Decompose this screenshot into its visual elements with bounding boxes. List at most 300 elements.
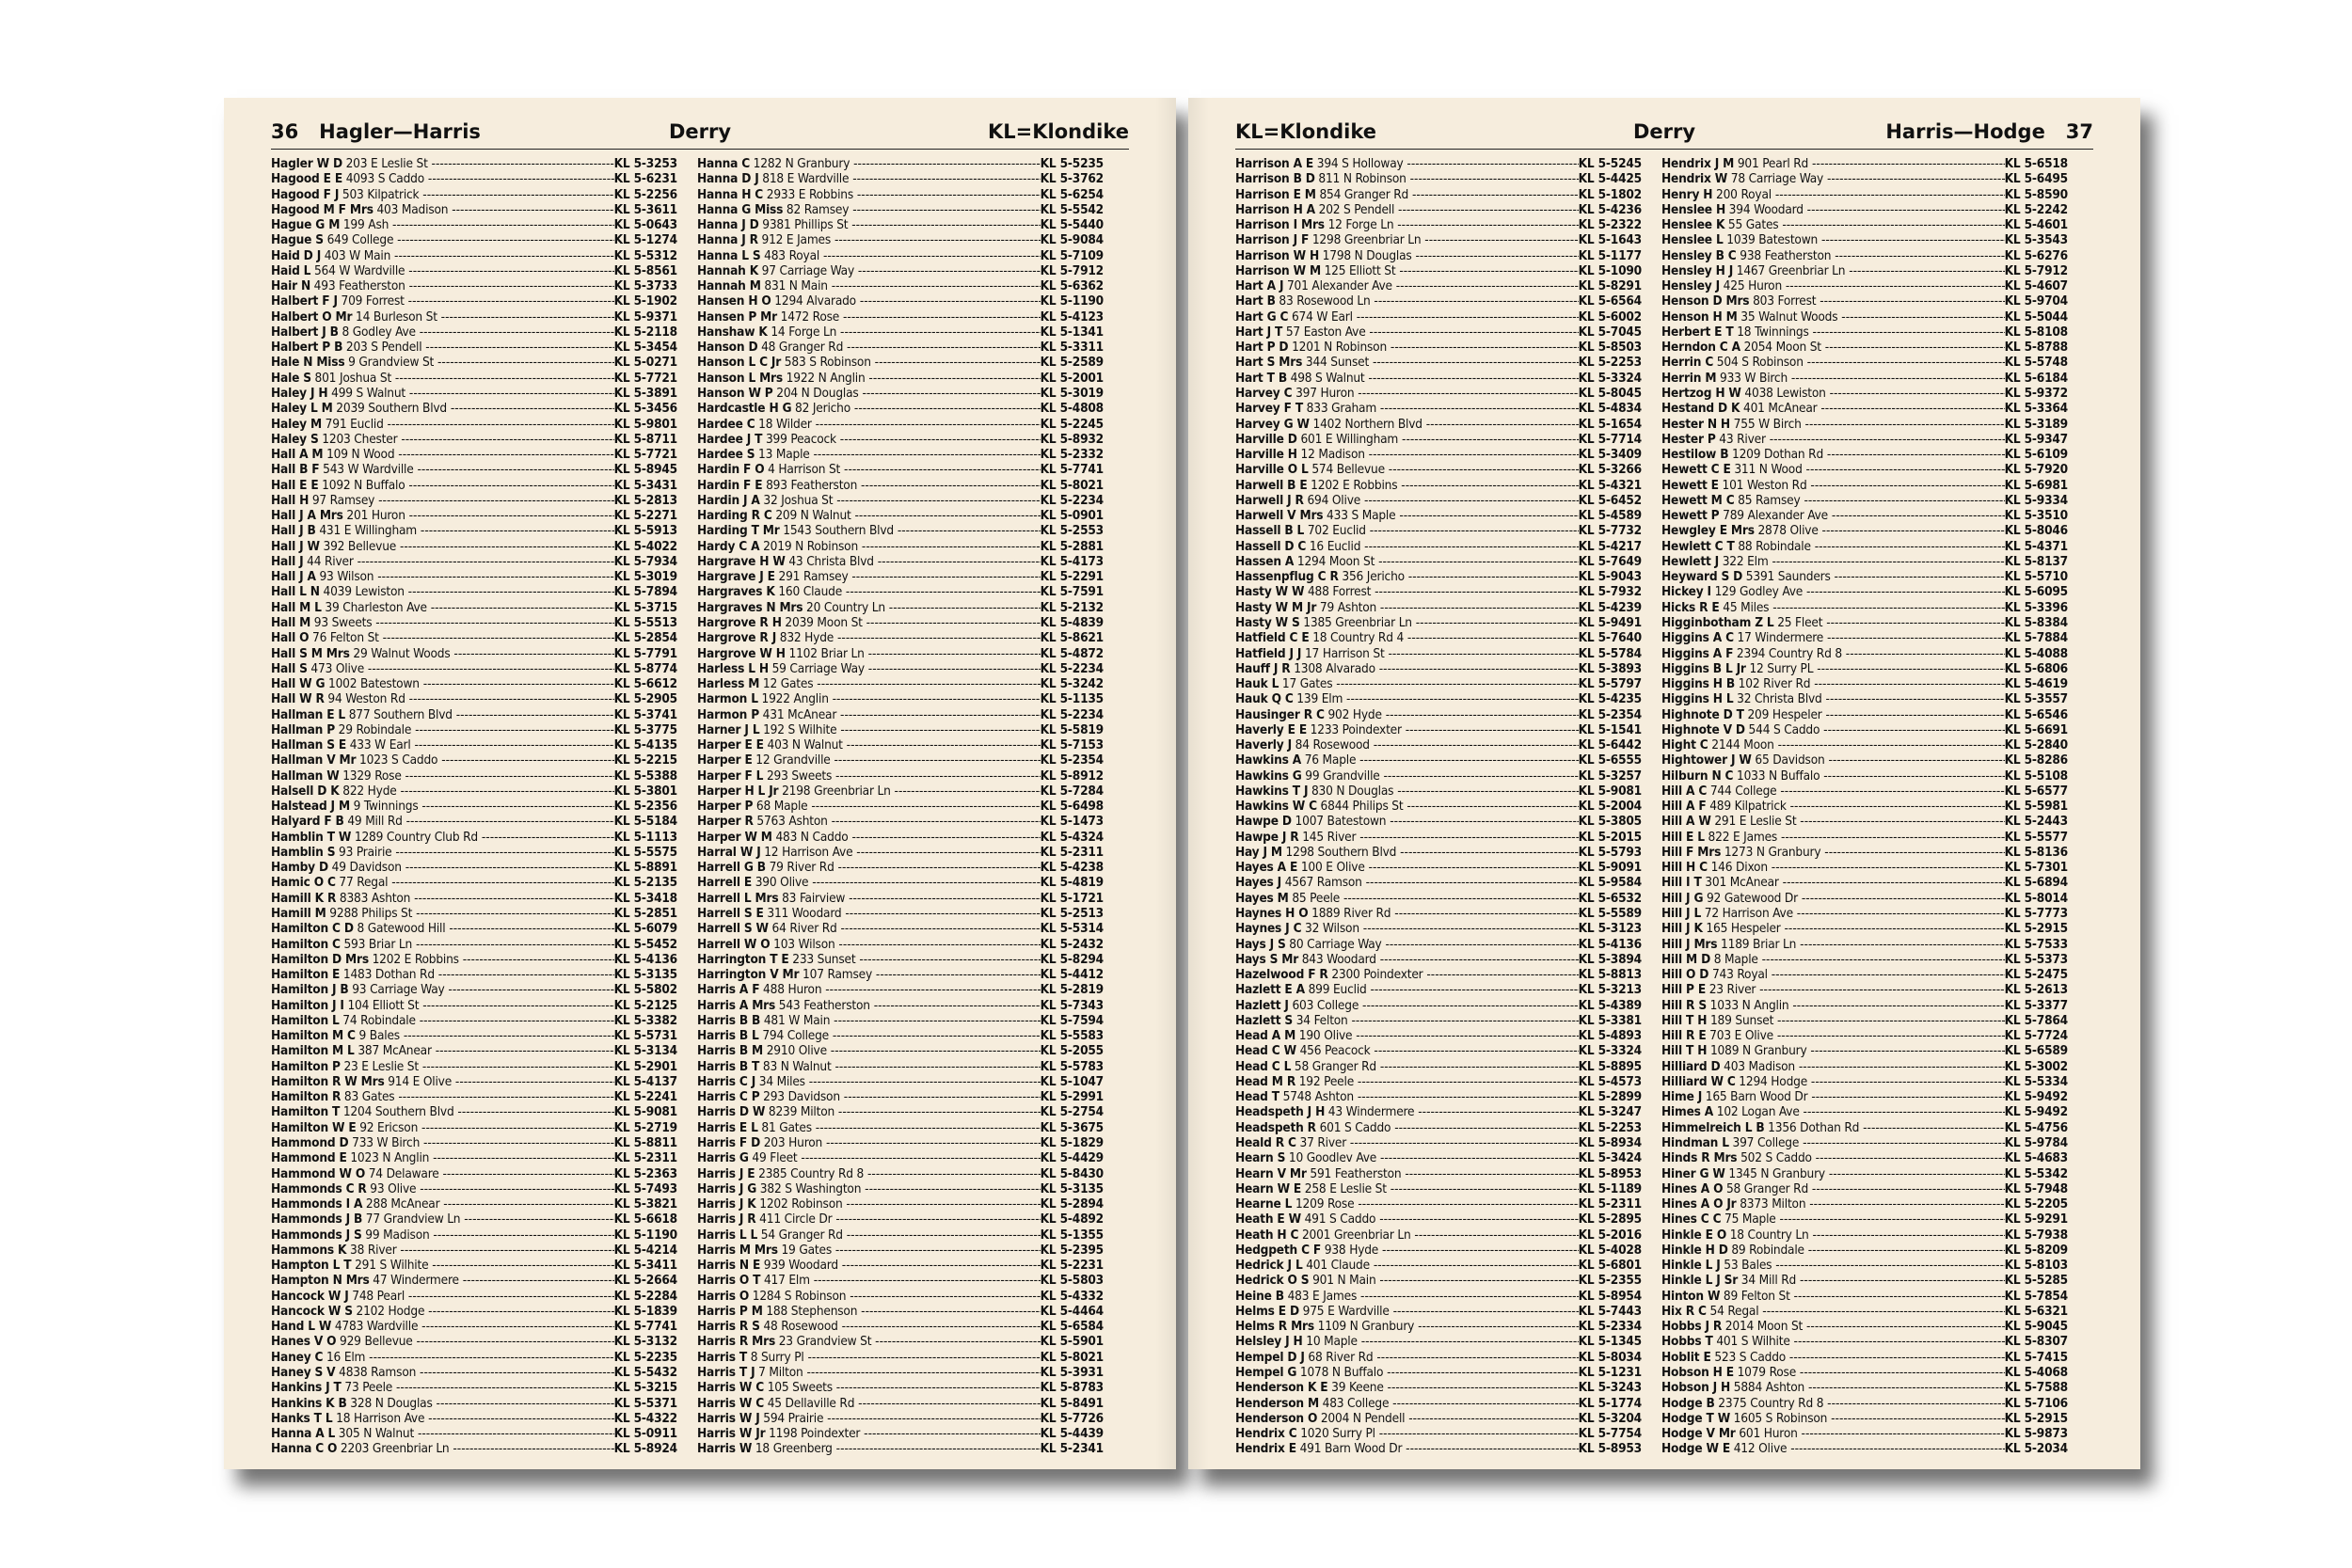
listing-address: 975 E Wardville bbox=[1298, 1303, 1390, 1319]
listing-address: 390 Olive bbox=[752, 875, 809, 891]
listing-phone: KL 5-2432 bbox=[1040, 936, 1104, 952]
listing-name: Hill T H bbox=[1661, 1012, 1708, 1028]
listing-name: Harrison H A bbox=[1235, 201, 1315, 217]
listing-name: Hanna J R bbox=[697, 232, 758, 248]
listing-name-address bbox=[697, 676, 1041, 691]
listing-name: Harral W J bbox=[697, 844, 761, 860]
listing-row bbox=[1235, 691, 1642, 706]
listing-row bbox=[271, 309, 677, 325]
listing-row bbox=[1661, 1104, 2068, 1119]
listing-phone: KL 5-4332 bbox=[1040, 1288, 1104, 1304]
listing-name: Hanna C bbox=[697, 156, 750, 171]
listing-name-address bbox=[1235, 1150, 1579, 1165]
listing-address: 382 S Washington bbox=[756, 1180, 862, 1196]
listing-phone: KL 5-7884 bbox=[2004, 630, 2068, 646]
listing-phone: KL 5-4322 bbox=[613, 1410, 677, 1426]
listing-name-address bbox=[1235, 1135, 1579, 1150]
listing-phone: KL 5-9492 bbox=[2004, 1089, 2068, 1105]
listing-name: Higgins B L Jr bbox=[1661, 660, 1746, 676]
listing-address: 483 E James bbox=[1283, 1288, 1358, 1304]
listing-address: 64 River Rd bbox=[768, 921, 837, 937]
listing-row bbox=[697, 554, 1104, 569]
listing-name-address bbox=[271, 340, 614, 355]
listing-name: Hall J bbox=[271, 553, 304, 569]
listing-row bbox=[1235, 447, 1642, 462]
listing-name-address bbox=[271, 845, 614, 860]
listing-row bbox=[697, 293, 1104, 309]
listing-name: Hearn W E bbox=[1235, 1180, 1302, 1196]
listing-address: 583 S Robinson bbox=[781, 355, 871, 371]
listing-name-address bbox=[697, 937, 1041, 952]
listing-name: Hill H C bbox=[1661, 860, 1708, 876]
listing-name-address bbox=[1235, 860, 1579, 875]
listing-row bbox=[271, 784, 677, 799]
page-header bbox=[271, 120, 1129, 150]
listing-name: Harris J R bbox=[697, 1212, 756, 1227]
listing-phone: KL 5-5901 bbox=[1040, 1334, 1104, 1350]
listing-name-address bbox=[1661, 417, 2005, 432]
listing-name-address bbox=[271, 1411, 614, 1426]
listing-row bbox=[271, 1028, 677, 1043]
listing-name: Hamic O C bbox=[271, 875, 336, 891]
listing-address: 403 N Walnut bbox=[763, 737, 843, 753]
listing-row bbox=[1661, 1059, 2068, 1074]
listing-row bbox=[1661, 1304, 2068, 1319]
listing-row bbox=[1661, 845, 2068, 860]
listing-phone: KL 5-2034 bbox=[2004, 1441, 2068, 1457]
listing-name-address bbox=[1235, 1365, 1579, 1380]
listing-address: 8 Maple bbox=[1710, 951, 1758, 967]
listing-row bbox=[1661, 248, 2068, 263]
listing-name: Hall M bbox=[271, 614, 311, 630]
listing-address: 431 E Willingham bbox=[315, 523, 418, 539]
listing-name: Hargrove R H bbox=[697, 614, 782, 630]
listing-phone: KL 5-5710 bbox=[2004, 569, 2068, 585]
listing-name: Hall E E bbox=[271, 477, 319, 493]
listing-address: 1089 N Granbury bbox=[1707, 1043, 1807, 1059]
listing-phone: KL 5-3364 bbox=[2004, 401, 2068, 417]
listing-phone: KL 5-3733 bbox=[613, 278, 677, 294]
listing-name: Hester P bbox=[1661, 431, 1716, 447]
listing-row bbox=[697, 891, 1104, 906]
listing-phone: KL 5-2664 bbox=[613, 1273, 677, 1289]
listing-address: 2933 E Robbins bbox=[763, 186, 853, 202]
listing-phone: KL 5-6498 bbox=[1040, 799, 1104, 815]
listing-name: Hobbs T bbox=[1661, 1334, 1713, 1350]
listing-phone: KL 5-5108 bbox=[2004, 768, 2068, 784]
directory-spread bbox=[224, 98, 2140, 1469]
listing-name: Hamby D bbox=[271, 860, 328, 876]
listing-row bbox=[1235, 875, 1642, 890]
listing-address: 233 Sunset bbox=[788, 951, 856, 967]
listing-address: 288 McAnear bbox=[362, 1196, 440, 1212]
listing-phone: KL 5-3893 bbox=[1578, 660, 1642, 676]
listing-phone: KL 5-5797 bbox=[1578, 676, 1642, 692]
listing-address: 9 Twinnings bbox=[349, 799, 419, 815]
listing-column bbox=[697, 156, 1104, 1457]
listing-name-address bbox=[697, 600, 1041, 615]
listing-phone: KL 5-9372 bbox=[2004, 385, 2068, 401]
listing-name-address bbox=[697, 340, 1041, 355]
listing-phone: KL 5-4892 bbox=[1040, 1212, 1104, 1227]
listing-phone: KL 5-1902 bbox=[613, 293, 677, 309]
listing-row bbox=[1661, 768, 2068, 784]
listing-name-address bbox=[271, 784, 614, 799]
listing-address: 8373 Milton bbox=[1736, 1196, 1806, 1212]
listing-phone: KL 5-6184 bbox=[2004, 370, 2068, 386]
listing-column bbox=[271, 156, 677, 1457]
listing-name-address bbox=[1235, 1441, 1579, 1456]
listing-row bbox=[1661, 584, 2068, 599]
listing-address: 305 N Walnut bbox=[335, 1426, 415, 1442]
listing-row bbox=[1661, 707, 2068, 722]
listing-address: 822 Hyde bbox=[339, 783, 397, 799]
listing-name: Hempel D J bbox=[1235, 1349, 1305, 1365]
listing-name-address bbox=[697, 1380, 1041, 1395]
gutter-shadow bbox=[1188, 98, 1209, 1469]
listing-phone: KL 5-9045 bbox=[2004, 1319, 2068, 1335]
listing-phone: KL 5-3382 bbox=[613, 1012, 677, 1028]
listing-address: 502 S Caddo bbox=[1737, 1150, 1812, 1166]
listing-row bbox=[1235, 1196, 1642, 1212]
listing-row bbox=[1661, 263, 2068, 278]
listing-address: 84 Rosewood bbox=[1291, 737, 1370, 753]
listing-row bbox=[1235, 1258, 1642, 1273]
listing-phone: KL 5-2894 bbox=[1040, 1196, 1104, 1212]
listing-name: Henson D Mrs bbox=[1661, 293, 1750, 309]
listing-name-address bbox=[697, 493, 1041, 508]
listing-address: 2039 Southern Blvd bbox=[332, 401, 447, 417]
listing-name: Harrell S W bbox=[697, 921, 769, 937]
listing-row bbox=[1235, 1334, 1642, 1349]
listing-row bbox=[697, 1181, 1104, 1196]
listing-address: 93 Olive bbox=[366, 1180, 417, 1196]
listing-name-address bbox=[1661, 371, 2005, 386]
listing-name: Hanna D J bbox=[697, 171, 759, 187]
listing-phone: KL 5-8291 bbox=[1578, 278, 1642, 294]
listing-phone: KL 5-5748 bbox=[2004, 355, 2068, 371]
listing-phone: KL 5-0643 bbox=[613, 217, 677, 233]
listing-phone: KL 5-5184 bbox=[613, 814, 677, 830]
listing-phone: KL 5-5314 bbox=[1040, 921, 1104, 937]
listing-address: 394 Woodard bbox=[1725, 201, 1804, 217]
listing-address: 18 Wilder bbox=[755, 416, 812, 432]
listing-address: 203 Huron bbox=[760, 1135, 823, 1150]
listing-name-address bbox=[1235, 1426, 1579, 1441]
listing-row bbox=[1235, 1273, 1642, 1288]
listing-row bbox=[1661, 921, 2068, 936]
listing-row bbox=[697, 1150, 1104, 1165]
listing-address: 1298 Southern Blvd bbox=[1281, 844, 1397, 860]
listing-phone: KL 5-6452 bbox=[1578, 492, 1642, 508]
listing-row bbox=[271, 1104, 677, 1119]
listing-name-address bbox=[697, 630, 1041, 645]
listing-name: Harris L L bbox=[697, 1227, 758, 1243]
listing-row bbox=[1661, 171, 2068, 186]
listing-name: Hines A O bbox=[1661, 1180, 1724, 1196]
listing-name: Harris G bbox=[697, 1150, 749, 1166]
listing-phone: KL 5-8046 bbox=[2004, 523, 2068, 539]
listing-name: Harris R S bbox=[697, 1319, 760, 1335]
listing-phone: KL 5-4389 bbox=[1578, 997, 1642, 1013]
listing-row bbox=[1661, 1013, 2068, 1028]
listing-name: Harding R C bbox=[697, 508, 772, 524]
listing-address: 16 Elm bbox=[323, 1349, 366, 1365]
listing-name: Hammonds I A bbox=[271, 1196, 363, 1212]
listing-row bbox=[1235, 171, 1642, 186]
listing-name: Hall B F bbox=[271, 462, 320, 478]
listing-name: Henslee K bbox=[1661, 217, 1725, 233]
listing-address: 14 Forge Ln bbox=[767, 324, 837, 340]
listing-phone: KL 5-3134 bbox=[613, 1043, 677, 1059]
listing-row bbox=[271, 1013, 677, 1028]
listing-address: 99 Madison bbox=[361, 1227, 430, 1243]
listing-row bbox=[1235, 814, 1642, 829]
listing-name: Harris W C bbox=[697, 1395, 765, 1411]
listing-name-address bbox=[271, 676, 614, 691]
listing-name: Hargraves N Mrs bbox=[697, 599, 803, 615]
listing-phone: KL 5-4808 bbox=[1040, 401, 1104, 417]
listing-phone: KL 5-3931 bbox=[1040, 1364, 1104, 1380]
listing-phone: KL 5-2235 bbox=[613, 1349, 677, 1365]
listing-row bbox=[1235, 615, 1642, 630]
listing-name-address bbox=[697, 401, 1041, 416]
listing-name-address bbox=[697, 1304, 1041, 1319]
listing-name-address bbox=[1661, 523, 2005, 538]
listing-name: Hammonds J B bbox=[271, 1212, 363, 1227]
listing-phone: KL 5-9334 bbox=[2004, 492, 2068, 508]
listing-row bbox=[1661, 967, 2068, 982]
listing-phone: KL 5-4137 bbox=[613, 1073, 677, 1089]
listing-address: 1308 Alvarado bbox=[1290, 660, 1375, 676]
listing-row bbox=[697, 814, 1104, 829]
listing-name-address bbox=[1235, 1396, 1579, 1411]
listing-name-address bbox=[1661, 1441, 2005, 1456]
listing-name-address bbox=[1235, 630, 1579, 645]
listing-name-address bbox=[271, 1304, 614, 1319]
listing-row bbox=[697, 1120, 1104, 1135]
listing-name: Harris T J bbox=[697, 1364, 755, 1380]
listing-name-address bbox=[1661, 921, 2005, 936]
listing-address: 55 Gates bbox=[1724, 217, 1779, 233]
listing-address: 483 College bbox=[1318, 1395, 1390, 1411]
listing-address: 45 Miles bbox=[1719, 599, 1770, 615]
listing-name-address bbox=[1661, 462, 2005, 477]
listing-phone: KL 5-2231 bbox=[1040, 1258, 1104, 1274]
listing-address: 694 Olive bbox=[1303, 492, 1361, 508]
listing-name-address bbox=[1661, 952, 2005, 967]
listing-address: 47 Windermere bbox=[369, 1273, 459, 1289]
listing-name: Hewett M C bbox=[1661, 492, 1735, 508]
listing-row bbox=[1661, 309, 2068, 325]
listing-address: 387 McAnear bbox=[354, 1043, 432, 1059]
listing-phone: KL 5-2256 bbox=[613, 186, 677, 202]
listing-name: Hargrove W H bbox=[697, 645, 786, 661]
listing-name-address bbox=[697, 1350, 1041, 1365]
listing-name: Hime J bbox=[1661, 1089, 1703, 1105]
listing-row bbox=[1661, 737, 2068, 752]
listing-phone: KL 5-7724 bbox=[2004, 1028, 2068, 1044]
listing-address: 74 Delaware bbox=[365, 1165, 439, 1181]
listing-name-address bbox=[1235, 554, 1579, 569]
listing-address: 4 Harrison St bbox=[764, 462, 841, 478]
listing-phone: KL 5-3215 bbox=[613, 1380, 677, 1396]
listing-name: Haid L bbox=[271, 262, 311, 278]
listing-row bbox=[1235, 278, 1642, 293]
listing-row bbox=[1235, 1043, 1642, 1058]
listing-phone: KL 5-5913 bbox=[613, 523, 677, 539]
listing-phone: KL 5-2915 bbox=[2004, 921, 2068, 937]
listing-row bbox=[271, 646, 677, 661]
listing-name-address bbox=[1661, 691, 2005, 706]
listing-row bbox=[271, 1319, 677, 1334]
listing-row bbox=[1661, 508, 2068, 523]
listing-name: Higgins A F bbox=[1661, 645, 1734, 661]
listing-address: 601 S Caddo bbox=[1315, 1119, 1391, 1135]
listing-address: 43 River bbox=[1715, 431, 1766, 447]
listing-address: 1543 Southern Blvd bbox=[779, 523, 894, 539]
listing-address: 1109 N Granbury bbox=[1313, 1319, 1415, 1335]
listing-name: Heyward S D bbox=[1661, 569, 1743, 585]
listing-phone: KL 5-9801 bbox=[613, 416, 677, 432]
listing-row bbox=[271, 1273, 677, 1288]
listing-address: 10 Maple bbox=[1302, 1334, 1358, 1350]
listing-phone: KL 5-3762 bbox=[1040, 171, 1104, 187]
listing-name-address bbox=[271, 263, 614, 278]
listing-name: Higgins A C bbox=[1661, 630, 1734, 646]
listing-name: Hinds R Mrs bbox=[1661, 1150, 1738, 1166]
listing-address: 17 Gates bbox=[1279, 676, 1333, 692]
listing-name: Himmelreich L B bbox=[1661, 1119, 1765, 1135]
listing-phone: KL 5-3253 bbox=[613, 156, 677, 171]
listing-name: Hay J M bbox=[1235, 844, 1282, 860]
listing-address: 58 Granger Rd bbox=[1723, 1180, 1809, 1196]
listing-address: 481 W Main bbox=[760, 1012, 831, 1028]
listing-phone: KL 5-2271 bbox=[613, 508, 677, 524]
listing-address: 23 River bbox=[1706, 982, 1756, 998]
listing-row bbox=[697, 768, 1104, 784]
listing-name-address bbox=[1661, 202, 2005, 217]
listing-name-address bbox=[1235, 1243, 1579, 1258]
listing-address: 1039 Batestown bbox=[1723, 232, 1819, 248]
listing-address: 939 Woodard bbox=[760, 1258, 838, 1274]
listing-phone: KL 5-3454 bbox=[613, 340, 677, 356]
listing-row bbox=[271, 156, 677, 171]
listing-name-address bbox=[697, 1426, 1041, 1441]
listing-address: 97 Ramsey bbox=[309, 492, 375, 508]
listing-address: 593 Briar Ln bbox=[340, 936, 413, 952]
listing-name: Harper H L Jr bbox=[697, 783, 779, 799]
gutter-shadow bbox=[1155, 98, 1176, 1469]
listing-name-address bbox=[1235, 1043, 1579, 1058]
listing-name: Harville O L bbox=[1235, 462, 1309, 478]
listing-phone: KL 5-1274 bbox=[613, 232, 677, 248]
listing-phone: KL 5-3418 bbox=[613, 890, 677, 906]
listing-name-address bbox=[271, 1289, 614, 1304]
listing-name: Hodge T W bbox=[1661, 1410, 1730, 1426]
listing-address: 1294 Hodge bbox=[1735, 1073, 1808, 1089]
listing-row bbox=[271, 1212, 677, 1227]
listing-row bbox=[697, 248, 1104, 263]
listing-name-address bbox=[271, 355, 614, 370]
listing-row bbox=[697, 569, 1104, 584]
listing-name-address bbox=[1235, 799, 1579, 814]
listing-phone: KL 5-1541 bbox=[1578, 721, 1642, 737]
listing-name: Hall H bbox=[271, 492, 310, 508]
listing-name: Hines C C bbox=[1661, 1212, 1722, 1227]
listing-address: 39 Charleston Ave bbox=[321, 599, 427, 615]
listing-name-address bbox=[1235, 814, 1579, 829]
listing-name: Hoblit E bbox=[1661, 1349, 1711, 1365]
listing-address: 412 Olive bbox=[1730, 1441, 1788, 1457]
listing-name-address bbox=[1661, 1227, 2005, 1243]
listing-address: 702 Euclid bbox=[1304, 523, 1366, 539]
listing-name-address bbox=[697, 752, 1041, 768]
listing-name: Hagood E E bbox=[271, 171, 343, 187]
listing-row bbox=[271, 462, 677, 477]
listing-phone: KL 5-5285 bbox=[2004, 1273, 2068, 1289]
listing-address: 938 Featherston bbox=[1736, 247, 1832, 263]
listing-name: Hatfield J J bbox=[1235, 645, 1302, 661]
listing-phone: KL 5-4136 bbox=[1578, 936, 1642, 952]
listing-row bbox=[697, 615, 1104, 630]
listing-name-address bbox=[697, 1396, 1041, 1411]
listing-address: 5884 Ashton bbox=[1730, 1380, 1805, 1396]
listing-name: Hammond E bbox=[271, 1150, 347, 1166]
listing-address: 54 Regal bbox=[1706, 1303, 1759, 1319]
city-name: Derry bbox=[668, 120, 732, 143]
listing-name: Hill M D bbox=[1661, 951, 1711, 967]
listing-phone: KL 5-6532 bbox=[1578, 890, 1642, 906]
listing-name-address bbox=[1661, 278, 2005, 293]
listing-name: Hallman V Mr bbox=[271, 752, 357, 768]
listing-name-address bbox=[1661, 906, 2005, 921]
listing-phone: KL 5-6584 bbox=[1040, 1319, 1104, 1335]
listing-row bbox=[1235, 1212, 1642, 1227]
listing-name-address bbox=[1661, 1028, 2005, 1043]
listing-phone: KL 5-9081 bbox=[613, 1104, 677, 1120]
listing-row bbox=[697, 661, 1104, 676]
listing-phone: KL 5-6801 bbox=[1578, 1258, 1642, 1274]
listing-row bbox=[697, 1426, 1104, 1441]
listing-row bbox=[1661, 401, 2068, 416]
listing-address: 85 Peele bbox=[1288, 890, 1341, 906]
listing-name-address bbox=[271, 217, 614, 232]
listing-phone: KL 5-3424 bbox=[1578, 1150, 1642, 1166]
listing-address: 899 Euclid bbox=[1304, 982, 1367, 998]
listing-name: Hale N Miss bbox=[271, 355, 345, 371]
listing-row bbox=[1235, 937, 1642, 952]
listing-row bbox=[271, 355, 677, 370]
listing-row bbox=[1661, 1258, 2068, 1273]
listing-address: 165 Barn Wood Dr bbox=[1702, 1089, 1808, 1105]
listing-name-address bbox=[271, 952, 614, 967]
listing-name-address bbox=[271, 921, 614, 936]
listing-row bbox=[1235, 248, 1642, 263]
listing-name: Hammons K bbox=[271, 1242, 347, 1258]
listing-name: Hauff J R bbox=[1235, 660, 1291, 676]
listing-address: 9 Grandview St bbox=[344, 355, 435, 371]
listing-name-address bbox=[1661, 1043, 2005, 1058]
listing-phone: KL 5-1721 bbox=[1040, 890, 1104, 906]
listing-name: Hinkle E O bbox=[1661, 1227, 1727, 1243]
listing-row bbox=[271, 998, 677, 1013]
listing-name: Halbert O Mr bbox=[271, 309, 353, 325]
listing-phone: KL 5-3213 bbox=[1578, 982, 1642, 998]
listing-address: 488 Forrest bbox=[1304, 584, 1372, 600]
listing-name-address bbox=[1235, 752, 1579, 768]
listing-name-address bbox=[1235, 263, 1579, 278]
